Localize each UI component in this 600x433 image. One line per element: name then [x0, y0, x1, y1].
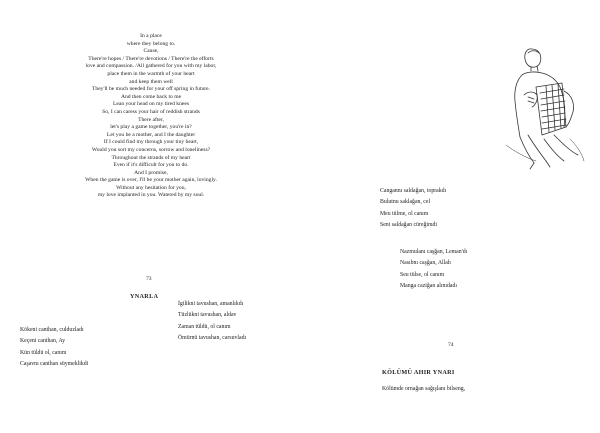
verse-line: Manga caziğan alınıdadı	[400, 283, 457, 290]
poem-line: and keep them well	[129, 78, 173, 85]
verse-block-left	[20, 325, 88, 371]
accordion-player-illustration	[484, 35, 594, 175]
verse-line: Seu tülse, ol canım	[400, 271, 445, 278]
verse-line: Meu tülme, ol canım	[380, 210, 429, 217]
verse-line: Tüzlükni tavushan, aldav	[178, 312, 237, 319]
poem-line: And then come back to me	[120, 93, 182, 100]
poem-line: In a place	[140, 33, 162, 39]
poem-line: If I could find my through your tiny heart,	[103, 139, 199, 146]
poem-line: There're hopes / There're devotions / There're the efforts	[88, 55, 214, 62]
section-title: KÖLÜMÜ AHIR YNARI	[382, 369, 455, 376]
verse-line: Ömürnü tavushan, carsuvladı	[178, 335, 247, 342]
poem-line: Lean your head on my tired knees	[112, 101, 190, 108]
verse-block-right-3	[382, 384, 465, 395]
poem-line: my love implanted in you. Watered by my soul.	[97, 192, 205, 199]
verse-line: Seni saldağan cüreğimdi	[380, 222, 437, 229]
verse-line: Bulutnu saklağan, cel	[380, 199, 431, 206]
verse-line: Nazmulanı caşğan, Leman'dı	[400, 249, 468, 255]
poem-line: So, I can caress your hair of reddish strands	[102, 108, 200, 115]
poem-line: Would you sort my concerns, sorrow and loneliness?	[91, 146, 211, 153]
verse-block-right-1	[380, 186, 446, 232]
verse-line: Kün tüldü ol, canım	[20, 349, 67, 356]
poem-line: Without any hesitation for you,	[116, 184, 186, 191]
poem-line: place them in the warmth of your heart	[107, 70, 195, 77]
verse-block-middle	[178, 299, 246, 345]
poem-line: Even if it's difficult for you to do.	[113, 162, 189, 169]
verse-line: Keçeni canthan, Ay	[20, 338, 66, 345]
page-number: 73	[146, 276, 152, 282]
verse-line: Kölümde ornağan sağışlanı bilseng,	[382, 386, 466, 392]
verse-line: Kökeni canthan, culduzladı	[20, 327, 84, 333]
poem-line: Let you be a mother, and I the daughter	[106, 131, 196, 138]
verse-line: Caşavnı canthan süymeklikdi	[20, 361, 89, 368]
poem-line: where they belong to.	[126, 40, 176, 47]
poem-line: Cause,	[143, 48, 159, 55]
verse-line: Nasıbnı caşğan, Allah	[400, 260, 451, 267]
right-page	[302, 0, 600, 433]
poem-line: There after,	[138, 116, 164, 123]
page-number: 74	[448, 342, 454, 348]
verse-line: Cangannı saldağan, toprakdı	[380, 188, 447, 194]
english-poem	[10, 33, 292, 200]
verse-block-right-2	[400, 247, 467, 293]
section-title: YNARLA	[130, 293, 159, 300]
poem-line: When the game is over, I'll be your mother again, lovingly.	[85, 177, 217, 184]
verse-line: Zaman tüldü, ol canım	[178, 323, 231, 330]
poem-line: Throughout the strands of my heart	[111, 154, 191, 161]
poem-line: let's play a game together, you're in?	[110, 124, 192, 131]
verse-line: İgilikni tavushan, amanlıkdı	[178, 301, 244, 307]
poem-line: And I promise,	[134, 169, 168, 176]
poem-line: love and compassion. /All gathered for you with my labor,	[85, 63, 217, 70]
poem-line: They'll be much needed for your off spring in future.	[91, 86, 211, 93]
